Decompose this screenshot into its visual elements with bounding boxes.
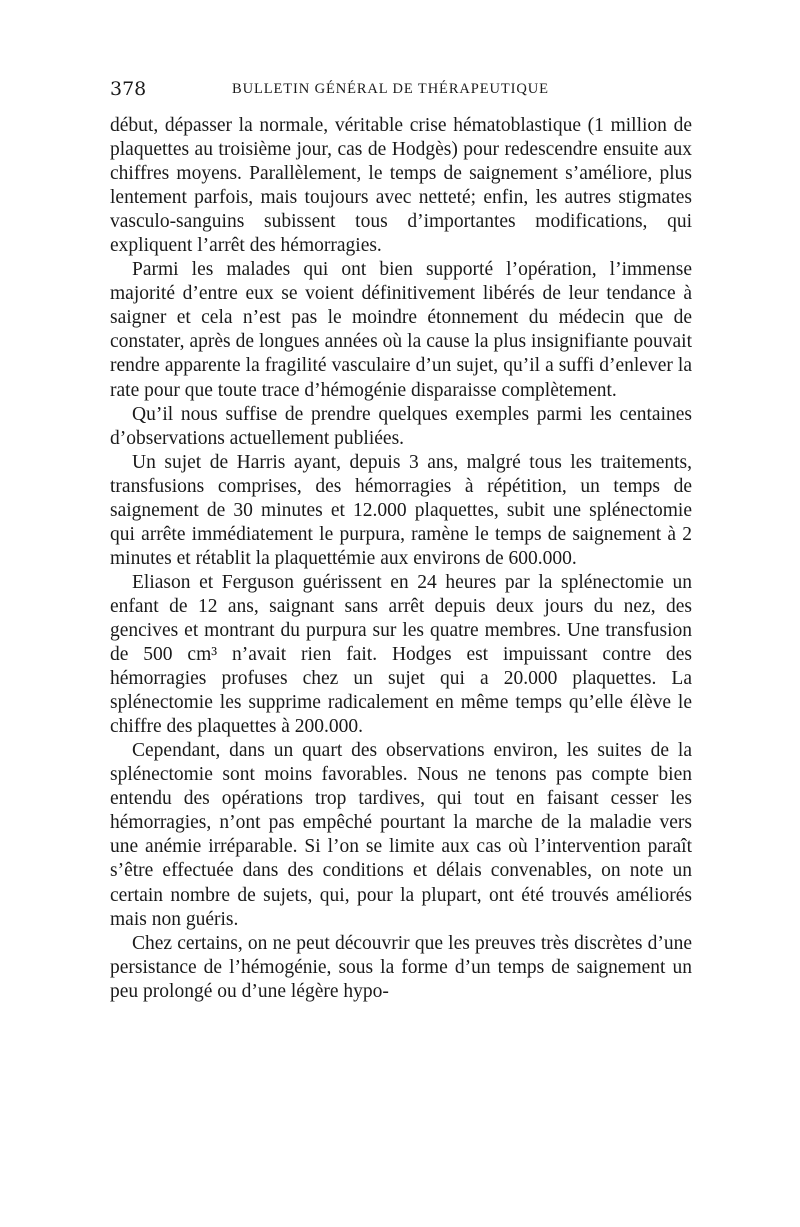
body-text [110,114,692,1004]
running-head: BULLETIN GÉNÉRAL DE THÉRAPEUTIQUE [232,81,549,97]
page-number: 378 [110,78,147,100]
paragraph: Un sujet de Harris ayant, depuis 3 ans, malgré tous les traitements, transfusions comprises, des hémorragies à répétition, un temps de saignement de 30 minutes et 12.000 plaquettes, subit une splénectomie qui arrête immédiatement le purpura, ramène le temps de saignement à 2 minutes et rétablit la plaquettémie aux environs de 600.000. [110,451,692,569]
paragraph: Cependant, dans un quart des observations environ, les suites de la splénectomie sont moins favorables. Nous ne tenons pas compte bien entendu des opérations trop tardives, qui tout en faisant cesser les hémorragies, n’ont pas empêché pourtant la marche de la maladie vers une anémie irréparable. Si l’on se limite aux cas où l’intervention paraît s’être effectuée dans des conditions et délais convenables, on note un certain nombre de sujets, qui, pour la plupart, ont été trouvés améliorés mais non guéris. [110,740,692,930]
page-header [110,78,692,102]
paragraph: Eliason et Ferguson guérissent en 24 heures par la splénectomie un enfant de 12 ans, saignant sans arrêt depuis deux jours du nez, des gencives et montrant du purpura sur les quatre membres. Une transfusion de 500 cm³ n’avait rien fait. Hodges est impuissant contre des hémorragies profuses chez un sujet qui a 20.000 plaquettes. La splénectomie les supprime radicalement en même temps qu’elle élève le chiffre des plaquettes à 200.000. [110,571,692,738]
paragraph: début, dépasser la normale, véritable crise hématoblastique (1 million de plaquettes au troisième jour, cas de Hodgès) pour redescendre ensuite aux chiffres moyens. Parallèlement, le temps de saignement s’améliore, plus lentement parfois, mais toujours avec netteté; enfin, les autres stigmates vasculo-sanguins subissent tous d’importantes modifications, qui expliquent l’arrêt des hémorragies. [110,115,692,257]
paragraph: Parmi les malades qui ont bien supporté l’opération, l’immense majorité d’entre eux se voient définitivement libérés de leur tendance à saigner et cela n’est pas le moindre étonnement du médecin que de constater, après de longues années où la cause la plus insignifiante pouvait rendre apparente la fragilité vasculaire d’un sujet, qu’il a suffi d’enlever la rate pour que toute trace d’hémogénie disparaisse complètement. [110,259,692,401]
paragraph: Chez certains, on ne peut découvrir que les preuves très discrètes d’une persistance de l’hémogénie, sous la forme d’un temps de saignement un peu prolongé ou d’une légère hypo- [110,932,692,1002]
paragraph: Qu’il nous suffise de prendre quelques exemples parmi les centaines d’observations actuellement publiées. [110,403,692,449]
